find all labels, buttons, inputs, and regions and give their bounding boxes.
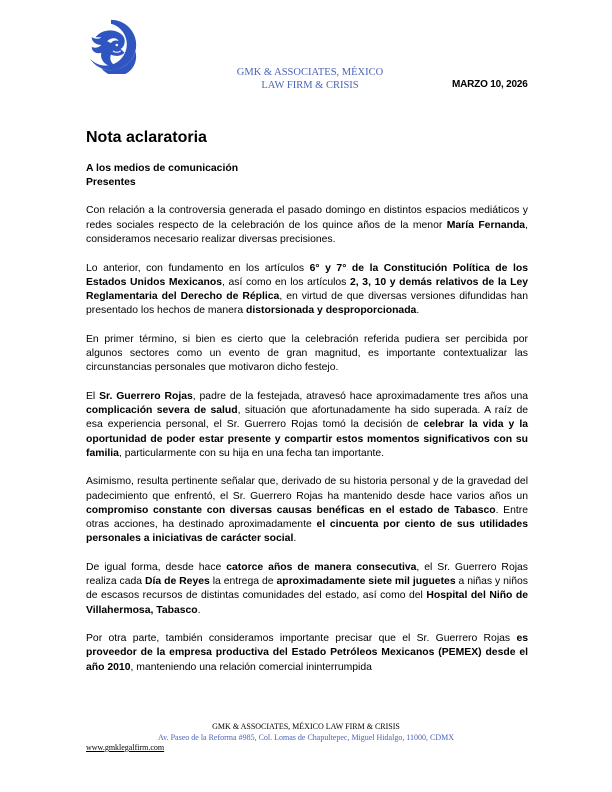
text-run: . Entre otras acciones, ha destinado aproximadamente bbox=[86, 504, 529, 531]
footer-website-link[interactable]: www.gmklegalfirm.com bbox=[86, 743, 165, 752]
bold-text-run: 6° y 7° de la Constitución Política de los Estados Unidos Mexicanos bbox=[86, 262, 528, 288]
bold-text-run: aproximadamente siete mil juguetes bbox=[276, 576, 456, 588]
body-paragraph bbox=[86, 632, 528, 675]
footer-address: Av. Paseo de la Reforma #985, Col. Lomas de Chapultepec, Miguel Hidalgo, 11000, CDMX bbox=[157, 732, 455, 742]
body-paragraph bbox=[86, 475, 528, 546]
firm-letterhead bbox=[220, 66, 400, 92]
text-run: . bbox=[197, 604, 201, 616]
bold-text-run: distorsionada y desproporcionada bbox=[246, 305, 417, 317]
bold-text-run: es proveedor de la empresa productiva del Estado Petróleos Mexicanos (PEMEX) desde el año 2010 bbox=[86, 633, 528, 673]
bold-text-run: Hospital del Niño de Villahermosa, Tabasco bbox=[86, 590, 529, 616]
body-paragraph bbox=[86, 561, 528, 618]
text-run: a niñas y niños de escasos recursos de distintas comunidades del estado, así como del bbox=[86, 576, 528, 602]
paragraph-list bbox=[86, 204, 528, 674]
bold-text-run: María Fernanda bbox=[446, 219, 526, 231]
text-run: , particularmente con su hija en una fecha tan importante. bbox=[118, 447, 385, 459]
firm-name: GMK & ASSOCIATES, MÉXICO bbox=[236, 67, 384, 78]
body-paragraph bbox=[86, 390, 528, 461]
bold-text-run: compromiso constante con diversas causas benéficas en el estado de Tabasco bbox=[86, 504, 496, 516]
text-run: En primer término, si bien es cierto que la celebración referida pudiera ser percibida por algunos sectores como un evento de gran magnitud, es importante contextualizar las circunstancias personales que motivaron dicho festejo. bbox=[86, 333, 528, 374]
footer-firm-name: GMK & ASSOCIATES, MÉXICO LAW FIRM & CRISIS bbox=[212, 722, 400, 731]
salutation-recipient: A los medios de comunicación bbox=[86, 163, 239, 174]
text-run: . bbox=[293, 533, 297, 545]
salutation bbox=[86, 162, 528, 190]
text-run: El bbox=[86, 390, 100, 402]
document-title: Nota aclaratoria bbox=[86, 129, 207, 146]
bold-text-run: el cincuenta por ciento de sus utilidades personales a iniciativas de carácter social bbox=[86, 519, 528, 545]
text-run: Con relación a la controversia generada el pasado domingo en distintos espacios mediáticos y redes sociales respecto de la celebración de los quince años de la menor bbox=[86, 205, 528, 231]
bold-text-run: Sr. Guerrero Rojas bbox=[99, 390, 193, 402]
text-run: , consideramos necesario realizar diversas precisiones. bbox=[86, 219, 528, 245]
text-run: , el Sr. Guerrero Rojas realiza cada bbox=[86, 561, 529, 588]
text-run: , padre de la festejada, atravesó hace aproximadamente tres años una bbox=[192, 390, 528, 402]
text-run: , así como en los artículos bbox=[222, 276, 351, 288]
body-paragraph bbox=[86, 262, 528, 319]
text-run: Por otra parte, también consideramos importante precisar que el Sr. Guerrero Rojas bbox=[86, 633, 517, 645]
salutation-presentes: Presentes bbox=[86, 177, 136, 189]
text-run: Asimismo, resulta pertinente señalar que, derivado de su historia personal y de la gravedad del padecimiento que enfrentó, el Sr. Guerrero Rojas ha mantenido desde hace varios años un bbox=[86, 476, 528, 502]
text-run: la entrega de bbox=[209, 576, 277, 588]
text-run: Lo anterior, con fundamento en los artículos bbox=[86, 262, 310, 274]
text-run: , situación que afortunadamente ha sido superada. A raíz de esa experiencia personal, el Sr. Guerrero Rojas tomó la decisión de bbox=[86, 405, 529, 431]
bold-text-run: celebrar la vida y la oportunidad de poder estar presente y compartir estos momentos significativos con su familia bbox=[86, 419, 528, 459]
bold-text-run: 2, 3, 10 y demás relativos de la Ley Reglamentaria del Derecho de Réplica bbox=[86, 276, 529, 302]
text-run: , manteniendo una relación comercial ininterrumpida bbox=[130, 661, 372, 673]
document-body bbox=[86, 128, 528, 689]
page-footer bbox=[0, 722, 612, 752]
body-paragraph bbox=[86, 204, 528, 247]
body-paragraph bbox=[86, 333, 528, 376]
bold-text-run: complicación severa de salud bbox=[86, 405, 238, 417]
text-run: De igual forma, desde hace bbox=[86, 561, 227, 573]
bold-text-run: Día de Reyes bbox=[145, 576, 210, 588]
text-run: . bbox=[416, 305, 420, 317]
bold-text-run: catorce años de manera consecutiva bbox=[226, 561, 417, 573]
lion-crest-logo-icon bbox=[82, 16, 140, 74]
firm-subtitle: LAW FIRM & CRISIS bbox=[261, 80, 359, 91]
text-run: , en virtud de que diversas versiones difundidas han presentado los hechos de manera bbox=[86, 290, 528, 317]
document-date: MARZO 10, 2026 bbox=[452, 79, 528, 90]
